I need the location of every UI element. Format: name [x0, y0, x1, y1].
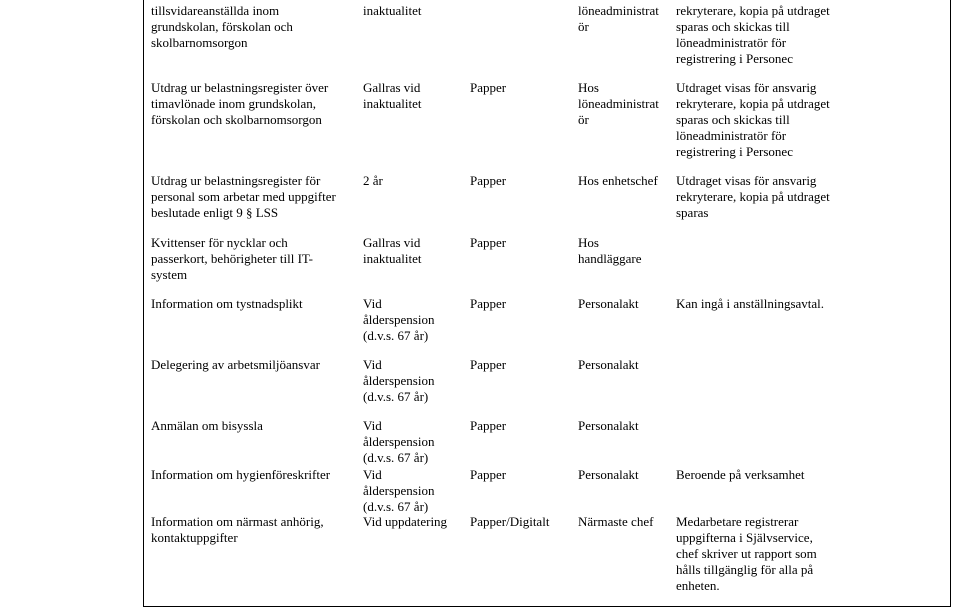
table-cell-document-type: Anmälan om bisyssla [151, 418, 263, 433]
table-cell-document-type: Information om tystnadsplikt [151, 296, 303, 311]
table-left-border [143, 0, 144, 607]
table-cell-storage: Personalakt [578, 467, 639, 482]
table-right-border [950, 0, 951, 607]
table-cell-retention: Vid ålderspension (d.v.s. 67 år) [363, 357, 435, 404]
table-cell-medium: Papper/Digitalt [470, 514, 550, 529]
table-cell-retention: Vid uppdatering [363, 514, 448, 529]
table-cell-medium: Papper [470, 235, 507, 250]
table-cell-storage: löneadministrat ör [578, 3, 659, 34]
table-cell-retention: Gallras vid inaktualitet [363, 235, 422, 266]
table-cell-storage: Hos löneadministrat ör [578, 80, 659, 127]
table-cell-medium: Papper [470, 296, 507, 311]
table-cell-storage: Personalakt [578, 418, 639, 433]
table-cell-document-type: Utdrag ur belastningsregister över timavlönade inom grundskolan, förskolan och skolbarnomsorgon [151, 80, 329, 127]
table-cell-comment: Medarbetare registrerar uppgifterna i Självservice, chef skriver ut rapport som hålls tillgänglig för alla på enheten. [676, 514, 817, 593]
table-cell-medium: Papper [470, 357, 507, 372]
table-cell-retention: inaktualitet [363, 3, 422, 18]
table-cell-comment: Kan ingå i anställningsavtal. [676, 296, 825, 311]
table-cell-document-type: Utdrag ur belastningsregister för personal som arbetar med uppgifter beslutade enligt 9 § LSS [151, 173, 336, 220]
table-cell-medium: Papper [470, 80, 507, 95]
table-cell-storage: Personalakt [578, 357, 639, 372]
table-cell-comment: Beroende på verksamhet [676, 467, 805, 482]
table-cell-comment: Utdraget visas för ansvarig rekryterare, kopia på utdraget sparas [676, 173, 830, 220]
table-cell-comment: Utdraget visas för ansvarig rekryterare, kopia på utdraget sparas och skickas till löneadministratör för registrering i Personec [676, 80, 830, 159]
table-cell-storage: Personalakt [578, 296, 639, 311]
table-cell-medium: Papper [470, 467, 507, 482]
table-cell-medium: Papper [470, 173, 507, 188]
table-cell-storage: Närmaste chef [578, 514, 654, 529]
table-cell-retention: 2 år [363, 173, 383, 188]
table-cell-comment: rekryterare, kopia på utdraget sparas och skickas till löneadministratör för registrering i Personec [676, 3, 830, 66]
table-cell-retention: Gallras vid inaktualitet [363, 80, 422, 111]
table-cell-document-type: Information om hygienföreskrifter [151, 467, 331, 482]
table-cell-storage: Hos enhetschef [578, 173, 658, 188]
table-cell-medium: Papper [470, 418, 507, 433]
table-cell-document-type: tillsvidareanställda inom grundskolan, förskolan och skolbarnomsorgon [151, 3, 293, 50]
table-cell-document-type: Information om närmast anhörig, kontaktuppgifter [151, 514, 324, 545]
table-cell-document-type: Kvittenser för nycklar och passerkort, behörigheter till IT- system [151, 235, 313, 282]
table-cell-retention: Vid ålderspension (d.v.s. 67 år) [363, 467, 435, 514]
table-cell-document-type: Delegering av arbetsmiljöansvar [151, 357, 320, 372]
table-cell-retention: Vid ålderspension (d.v.s. 67 år) [363, 296, 435, 343]
table-cell-retention: Vid ålderspension (d.v.s. 67 år) [363, 418, 435, 465]
table-cell-storage: Hos handläggare [578, 235, 642, 266]
